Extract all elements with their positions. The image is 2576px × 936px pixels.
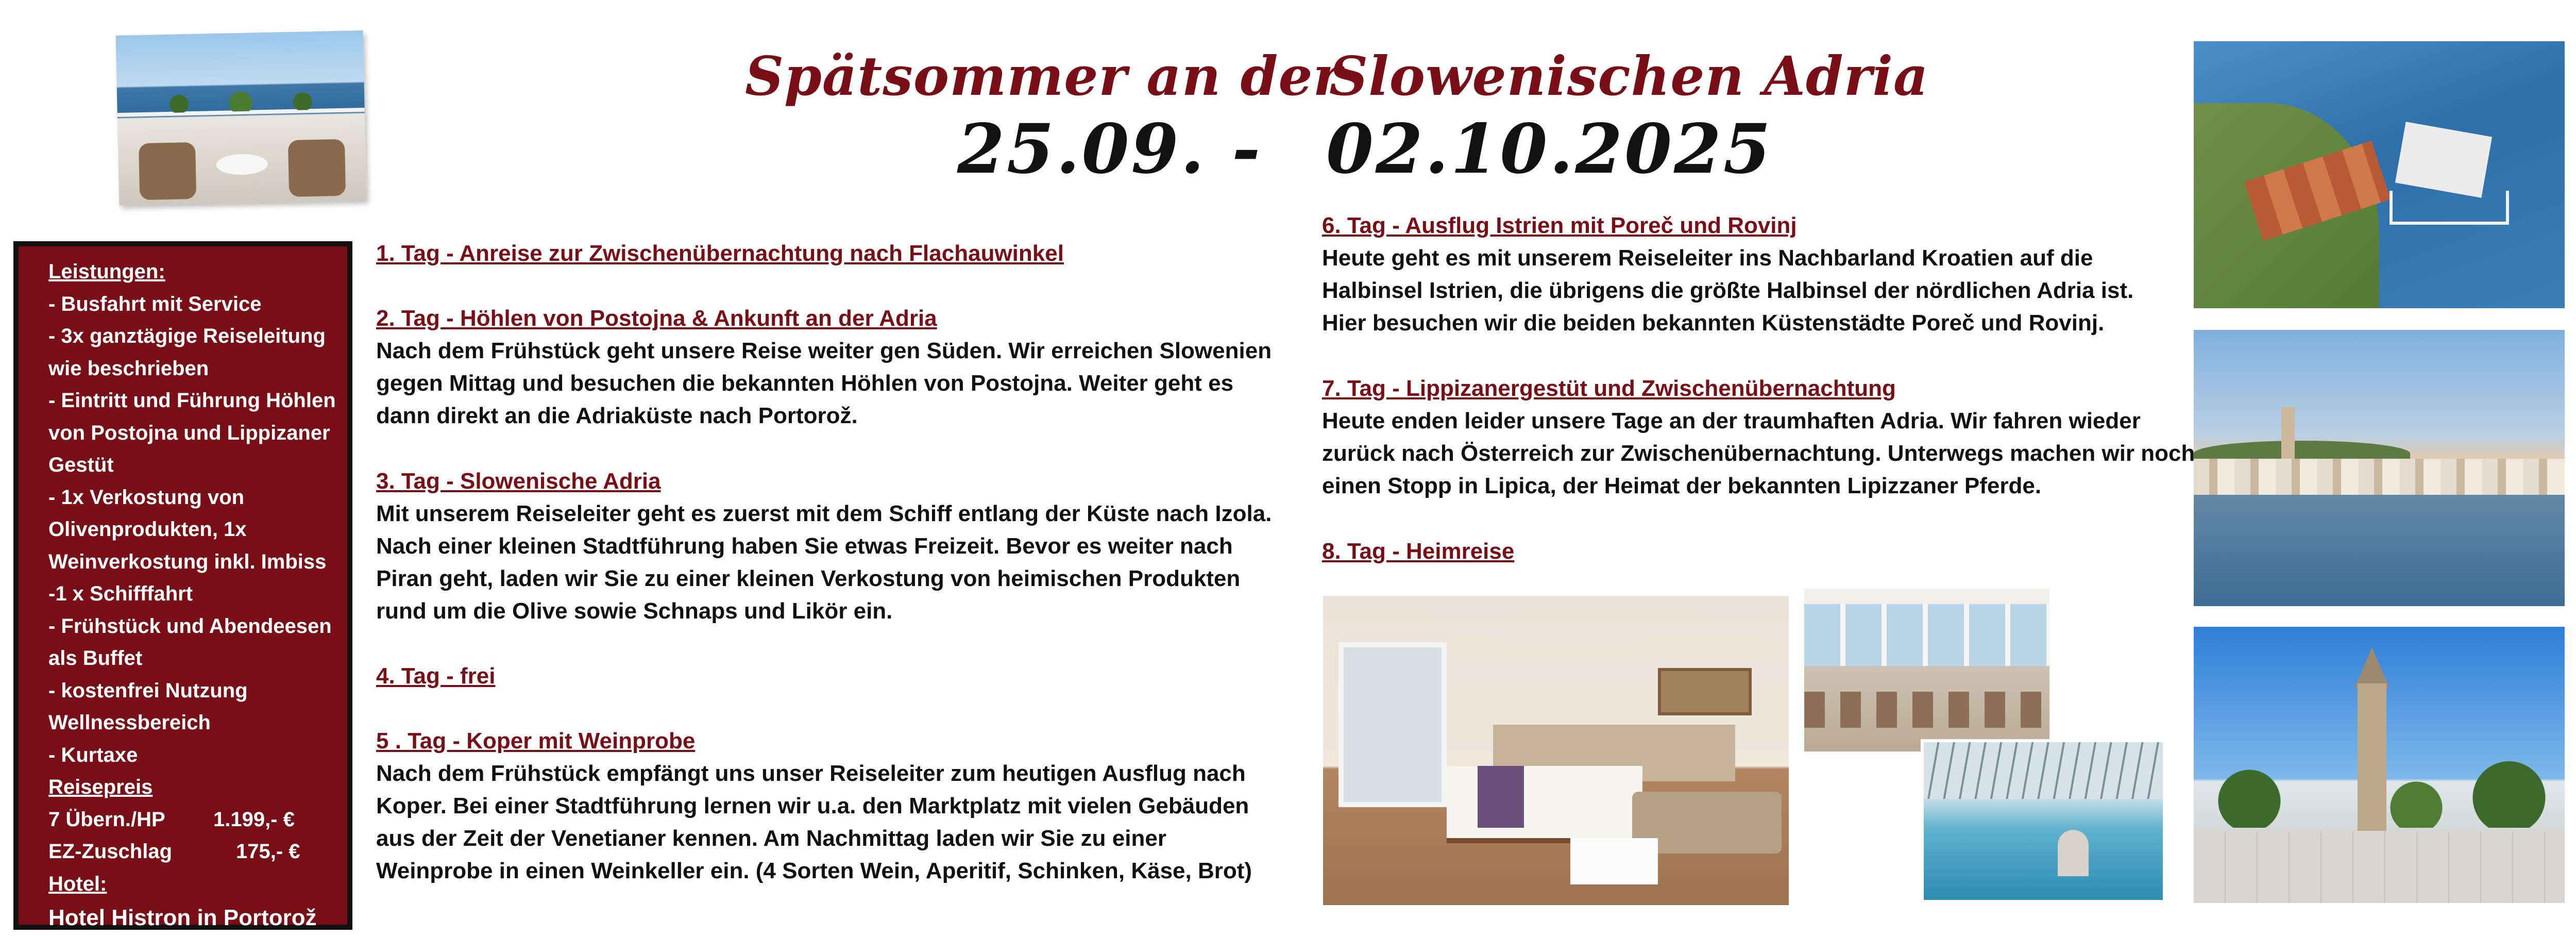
day-heading: 6. Tag - Ausflug Istrien mit Poreč und Rovinj [1322,213,1797,238]
price-heading: Reisepreis [48,776,153,798]
date-right: 02.10.2025 [1326,109,1773,189]
service-item: - 1x Verkostung von [48,486,245,509]
coastal-town-photo [2194,330,2565,606]
day-text: Heute geht es mit unserem Reiseleiter ins Nachbarland Kroatien auf die Halbinsel Istrien, die übrigens die größte Halbinsel der nördlichen Adria ist. Hier besuchen wir die beiden bekannten Küstenstädte Poreč und Rovinj. [1322,245,2134,336]
day-text: Heute enden leider unsere Tage an der traumhaften Adria. Wir fahren wieder zurück nach Österreich zur Zwischenübernachtung. Unterwegs machen wir noch einen Stopp in Lipica, der Heimat der bekannten Lipizzaner Pferde. [1322,408,2195,498]
balcony-photo [116,30,367,206]
services-heading: Leistungen: [48,260,165,283]
day-8 [1322,535,2193,567]
day-4 [376,660,1303,692]
service-item: - Busfahrt mit Service [48,292,262,315]
service-item: Olivenprodukten, 1x [48,518,247,541]
service-item: - Kurtaxe [48,743,138,766]
service-item: - 3x ganztägige Reiseleitung [48,325,326,347]
day-heading: 8. Tag - Heimreise [1322,539,1515,564]
day-6 [1322,209,2193,339]
services-sidebar [13,241,352,930]
hotel-name: Hotel Histron in Portorož [48,905,317,930]
day-5 [376,725,1314,887]
service-item: als Buffet [48,647,143,670]
date-left: 25.09. - [957,109,1263,189]
service-item: - Eintritt und Führung Höhlen [48,389,336,412]
day-heading: 3. Tag - Slowenische Adria [376,469,661,494]
price-value: 1.199,- € [213,808,295,831]
title-left: Spätsommer an der [745,44,1342,108]
service-item: - Frühstück und Abendeesen [48,614,332,638]
service-item: -1 x Schifffahrt [48,582,193,605]
service-item: - kostenfrei Nutzung [48,679,248,702]
pool-photo [1921,739,2166,903]
price-row [48,835,341,868]
price-value: 175,- € [236,840,300,863]
day-heading: 2. Tag - Höhlen von Postojna & Ankunft an der Adria [376,306,937,331]
price-label: 7 Übern./HP [48,808,165,831]
piazza-tower-photo [2194,627,2565,903]
service-item: wie beschrieben [48,357,209,380]
day-heading: 1. Tag - Anreise zur Zwischenübernachtung nach Flachauwinkel [376,241,1064,266]
restaurant-photo [1804,589,2049,751]
day-text: Nach dem Frühstück geht unsere Reise weiter gen Süden. Wir erreichen Slowenien gegen Mittag und besuchen die bekannten Höhlen von Postojna. Weiter geht es dann direkt an die Adriaküste nach Portorož. [376,338,1272,428]
service-item: Weinverkostung inkl. Imbiss [48,550,327,573]
day-text: Mit unserem Reiseleiter geht es zuerst mit dem Schiff entlang der Küste nach Izola. Nach einer kleinen Stadtführung haben Sie etwas Freizeit. Bevor es weiter nach Piran geht, laden wir Sie zu einer kleinen Verkostung von heimischen Produkten rund um die Olive sowie Schnaps und Likör ein. [376,501,1272,624]
service-item: Wellnessbereich [48,711,211,734]
day-3 [376,465,1314,627]
hotel-room-photo [1323,596,1789,905]
day-7 [1322,372,2198,502]
day-heading: 7. Tag - Lippizanergestüt und Zwischenübernachtung [1322,376,1896,401]
day-text: Nach dem Frühstück empfängt uns unser Reiseleiter zum heutigen Ausflug nach Koper. Bei einer Stadtführung lernen wir u.a. den Marktplatz mit vielen Gebäuden aus der Zeit der Venetianer kennen. Am Nachmittag laden wir Sie zu einer Weinprobe in einen Weinkeller ein. (4 Sorten Wein, Aperitif, Schinken, Käse, Brot) [376,761,1252,883]
day-heading: 5 . Tag - Koper mit Weinprobe [376,728,696,754]
day-2 [376,302,1314,432]
service-item: von Postojna und Lippizaner [48,421,330,444]
price-label: EZ-Zuschlag [48,840,173,863]
aerial-hotel-photo [2194,41,2565,308]
service-item: Gestüt [48,454,114,476]
title-right: Slowenischen Adria [1329,44,1929,108]
day-heading: 4. Tag - frei [376,663,496,689]
hotel-heading: Hotel: [48,872,107,895]
price-row [48,804,341,836]
day-1 [376,237,1303,270]
